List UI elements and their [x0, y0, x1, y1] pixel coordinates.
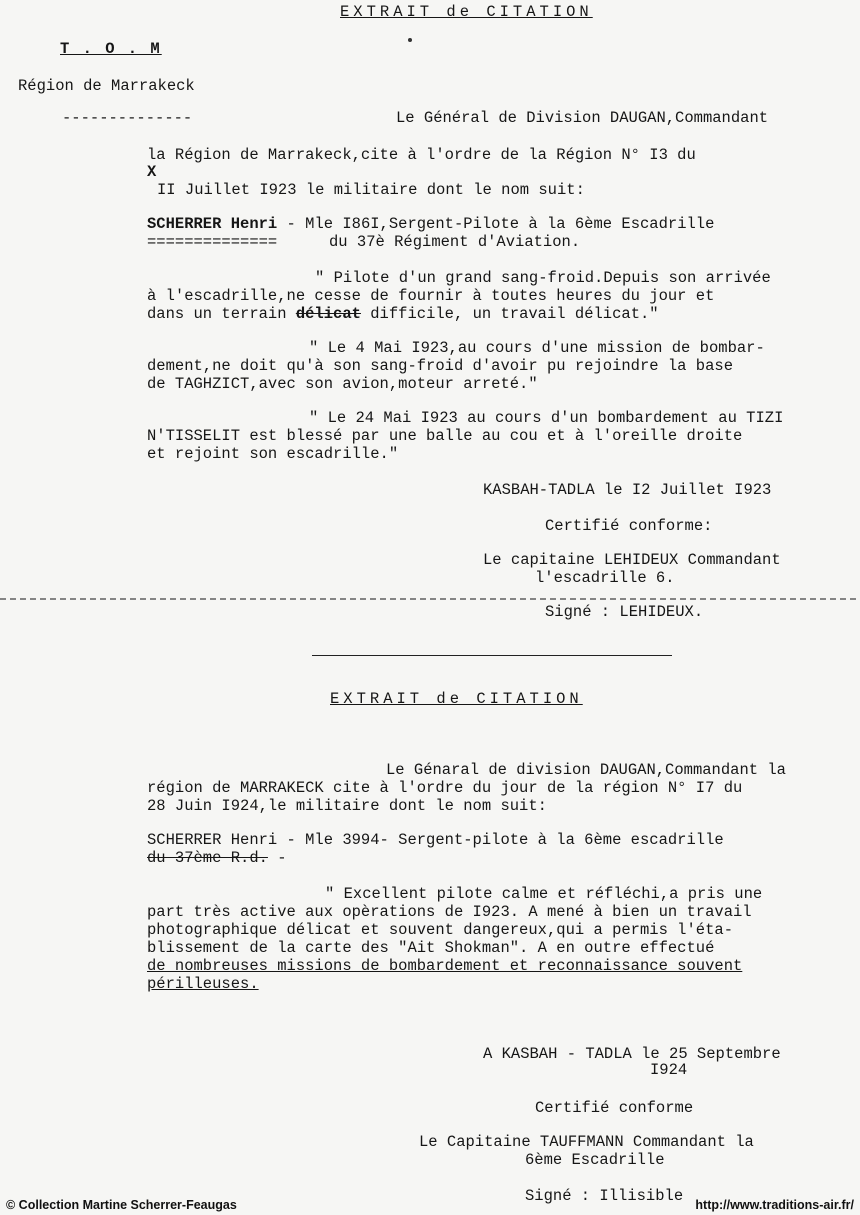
citation1-name: SCHERRER Henri	[147, 215, 278, 233]
citation2-signed: Signé : Illisible	[525, 1187, 684, 1205]
citation1-para2-line3: de TAGHZICT,avec son avion,moteur arreté."	[147, 375, 538, 393]
citation1-unit: du 37è Régiment d'Aviation.	[329, 233, 581, 251]
citation1-intro-line2: la Région de Marrakeck,cite à l'ordre de la Région N° I3 du	[147, 146, 696, 164]
citation1-para2-line2: dement,ne doit qu'à son sang-froid d'avoir pu rejoindre la base	[147, 357, 733, 375]
citation1-signatory-line1: Le capitaine LEHIDEUX Commandant	[483, 551, 781, 569]
citation2-place-date-line2: I924	[650, 1061, 688, 1079]
citation1-name-line	[147, 215, 714, 233]
citation2-signatory-line2: 6ème Escadrille	[525, 1151, 665, 1169]
citation1-para3-line3: et rejoint son escadrille."	[147, 445, 399, 463]
citation2-intro-line1: Le Génaral de division DAUGAN,Commandant la	[386, 761, 786, 779]
citation1-name-underline: ==============	[147, 233, 278, 251]
citation2-intro-line2: région de MARRAKECK cite à l'ordre du jour de la région N° I7 du	[147, 779, 743, 797]
citation2-para-line2: part très active aux opèrations de I923. A mené à bien un travail	[147, 903, 752, 921]
citation1-para3-line2: N'TISSELIT est blessé par une balle au cou et à l'oreille droite	[147, 427, 743, 445]
citation1-para1-text-b: difficile, un travail délicat."	[360, 305, 659, 323]
citation2-para-line1: " Excellent pilote calme et réfléchi,a pris une	[325, 885, 763, 903]
citation2-strike-tail: -	[267, 849, 287, 867]
citation2-para-line3: photographique délicat et souvent dangereux,qui a permis l'éta-	[147, 921, 733, 939]
citation2-name-line: SCHERRER Henri - Mle 3994- Sergent-pilote à la 6ème escadrille	[147, 831, 724, 849]
citation1-para2-line1: " Le 4 Mai I923,au cours d'une mission de bombar-	[309, 339, 765, 357]
citation1-certified: Certifié conforme:	[545, 517, 713, 535]
tom-label: T . O . M	[60, 40, 162, 58]
citation2-title: EXTRAIT de CITATION	[330, 690, 583, 708]
citation1-signed: Signé : LEHIDEUX.	[545, 603, 704, 621]
citation1-struck-word: délicat	[295, 305, 361, 323]
citation1-para1-line2: à l'escadrille,ne cesse de fournir à toutes heures du jour et	[147, 287, 715, 305]
footer-website: http://www.traditions-air.fr/	[695, 1198, 854, 1212]
citation1-intro-line1: Le Général de Division DAUGAN,Commandant	[396, 109, 769, 127]
citation1-signatory-line2: l'escadrille 6.	[535, 569, 675, 587]
footer-copyright: © Collection Martine Scherrer-Feaugas	[6, 1198, 237, 1212]
paper-fold	[0, 598, 860, 600]
citation1-place-date: KASBAH-TADLA le I2 Juillet I923	[483, 481, 772, 499]
citation1-name-details: - Mle I86I,Sergent-Pilote à la 6ème Escadrille	[277, 215, 715, 233]
citation2-intro-line3: 28 Juin I924,le militaire dont le nom suit:	[147, 797, 547, 815]
citation1-intro-line3: II Juillet I923 le militaire dont le nom suit:	[157, 181, 585, 199]
citation2-place-date-line1: A KASBAH - TADLA le 25 Septembre	[483, 1045, 781, 1063]
region-label: Région de Marrakeck	[18, 77, 195, 95]
citation1-para1-line3	[147, 305, 659, 323]
citation1-para1-text-a: dans un terrain	[147, 305, 296, 323]
citation2-signatory-line1: Le Capitaine TAUFFMANN Commandant la	[419, 1133, 754, 1151]
citation2-para-line5: de nombreuses missions de bombardement et reconnaissance souvent	[147, 957, 743, 975]
document-title: EXTRAIT de CITATION	[340, 3, 593, 21]
section-divider	[312, 655, 672, 656]
header-dash: --------------	[62, 109, 193, 127]
ink-speck	[408, 38, 412, 42]
citation2-strike-line	[147, 849, 287, 867]
citation2-para-line6: périlleuses.	[147, 975, 259, 993]
citation2-para-line4: blissement de la carte des "Ait Shokman". A en outre effectué	[147, 939, 715, 957]
citation2-struck-unit: du 37ème R.d.	[147, 849, 268, 867]
citation1-para3-line1: " Le 24 Mai I923 au cours d'un bombardement au TIZI	[309, 409, 784, 427]
citation1-intro-mark: X	[147, 163, 157, 181]
citation1-para1-line1: " Pilote d'un grand sang-froid.Depuis son arrivée	[315, 269, 771, 287]
citation2-certified: Certifié conforme	[535, 1099, 694, 1117]
